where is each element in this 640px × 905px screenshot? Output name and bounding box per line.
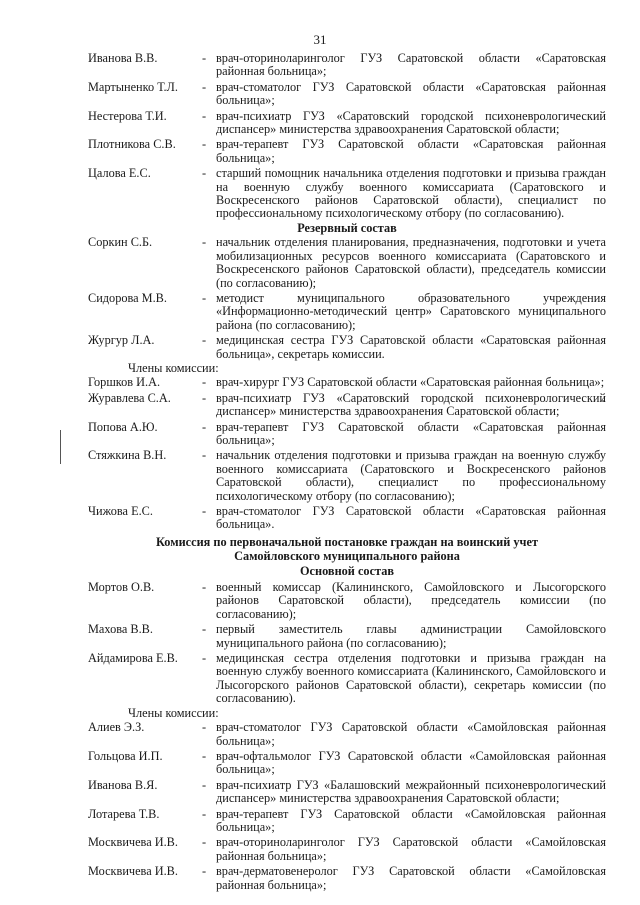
list-item [88,110,606,137]
list-item [88,505,606,532]
dash: - [202,622,207,637]
member-position: врач-терапевт ГУЗ Саратовской области «Саратовская районная больница»; [216,419,606,447]
member-name: Айдамирова Е.В. [88,651,178,666]
member-name: Иванова В.Я. [88,777,158,792]
dash: - [202,748,207,763]
member-name: Алиев Э.З. [88,720,145,735]
member-position: старший помощник начальника отделения подготовки и призыва граждан на военную службу военного комиссариата (Саратовского и Воскресенского районов Саратовской области), специалист по профессиональному психологическому отбору (по согласованию). [216,166,606,221]
members-subheading: Члены комиссии: [128,360,219,375]
dash: - [202,390,207,405]
member-position: врач-стоматолог ГУЗ Саратовской области «Саратовская районная больница». [216,504,606,532]
dash: - [202,504,207,518]
dash: - [202,806,207,821]
list-item [88,138,606,165]
member-position: врач-психиатр ГУЗ «Саратовский городской психоневрологический диспансер» министерства здравоохранения Саратовской области; [216,390,606,419]
member-position: врач-стоматолог ГУЗ Саратовской области «Самойловская районная больница»; [216,720,606,748]
member-name: Горшков И.А. [88,375,161,390]
list-item [88,865,606,892]
section-heading-reserve: Резервный состав [297,220,397,235]
member-position: врач-терапевт ГУЗ Саратовской области «Самойловская районная больница»; [216,806,606,834]
list-item [88,750,606,777]
commission-heading [88,536,606,578]
member-position: медицинская сестра отделения подготовки и призыва граждан на военную службу военного комиссариата (Калининского, Самойловского и Лысогорского районов Саратовской области), секретарь комиссии (по согласованию). [216,651,606,706]
member-name: Махова В.В. [88,622,153,637]
list-item [88,449,606,503]
list-item [88,81,606,108]
member-position: военный комиссар (Калининского, Самойловского и Лысогорского районов Саратовской области), председатель комиссии (по согласованию); [216,580,606,621]
member-position: методист муниципального образовательного учреждения «Информационно-методический центр» Саратовского муниципального района (по согласованию); [216,290,606,332]
list-item [88,421,606,448]
list-item [88,623,606,650]
dash: - [202,651,207,666]
list-item [88,376,606,389]
list-item [88,167,606,221]
list-item [88,808,606,835]
member-name: Соркин С.Б. [88,235,153,250]
member-name: Гольцова И.П. [88,748,163,763]
list-item [88,779,606,806]
dash: - [202,375,207,390]
member-position: врач-оториноларинголог ГУЗ Саратовской области «Саратовская районная больница»; [216,51,606,79]
member-position: врач-оториноларинголог ГУЗ Саратовской области «Самойловская районная больница»; [216,835,606,863]
member-position: медицинская сестра ГУЗ Саратовской области «Саратовская районная больница», секретарь комиссии. [216,333,606,361]
dash: - [202,137,207,152]
member-name: Москвичева И.В. [88,835,178,850]
list-item [88,721,606,748]
list-item [88,334,606,361]
dash: - [202,333,207,348]
dash: - [202,777,207,792]
member-name: Журавлева С.А. [88,390,171,405]
dash: - [202,419,207,434]
member-position: врач-психиатр ГУЗ «Балашовский межрайонный психоневрологический диспансер» министерства здравоохранения Саратовской области; [216,777,606,806]
member-name: Нестерова Т.И. [88,108,167,123]
member-name: Мартыненко Т.Л. [88,79,178,94]
list-item [88,236,606,290]
member-name: Цалова Е.С. [88,166,151,181]
member-name: Иванова В.В. [88,51,158,65]
members-group [88,581,606,706]
dash: - [202,290,207,305]
page-number: 31 [313,32,327,47]
member-name: Попова А.Ю. [88,419,158,434]
member-position: начальник отделения планирования, предназначения, подготовки и учета мобилизационных ресурсов военного комиссариата (Саратовского и Воскресенского районов Саратовской области), председатель комиссии (по согласованию); [216,235,606,290]
dash: - [202,580,207,595]
members-group [88,52,606,221]
dash: - [202,166,207,181]
margin-mark [60,430,63,464]
member-position: врач-хирург ГУЗ Саратовской области «Саратовская районная больница»; [216,375,605,390]
dash: - [202,835,207,850]
member-name: Плотникова С.В. [88,137,176,152]
members-subheading: Члены комиссии: [128,705,219,720]
list-item [88,836,606,863]
member-name: Стяжкина В.Н. [88,448,167,463]
commission-list [88,52,606,892]
member-position: врач-терапевт ГУЗ Саратовской области «Саратовская районная больница»; [216,137,606,165]
members-group [88,721,606,892]
dash: - [202,51,207,65]
member-position: первый заместитель главы администрации Самойловского муниципального района (по согласованию); [216,622,606,650]
member-name: Москвичева И.В. [88,864,178,879]
commission-title: Комиссия по первоначальной постановке граждан на воинский учет [155,534,538,549]
member-name: Мортов О.В. [88,580,155,595]
member-name: Сидорова М.В. [88,290,167,305]
commission-district: Самойловского муниципального района [234,549,460,564]
list-item [88,392,606,419]
dash: - [202,235,207,250]
members-group [88,236,606,361]
dash: - [202,864,207,879]
list-item [88,52,606,79]
dash: - [202,720,207,735]
member-name: Жургур Л.А. [88,333,155,348]
member-position: врач-стоматолог ГУЗ Саратовской области «Саратовская районная больница»; [216,79,606,108]
members-group [88,376,606,531]
member-position: врач-дерматовенеролог ГУЗ Саратовской области «Самойловская районная больница»; [216,864,606,892]
list-item [88,581,606,621]
member-position: врач-офтальмолог ГУЗ Саратовской области «Самойловская районная больница»; [216,748,606,777]
member-name: Чижова Е.С. [88,504,153,518]
list-item [88,292,606,332]
member-position: начальник отделения подготовки и призыва граждан на военную службу военного комиссариата (Саратовского и Воскресенского районов Саратовской области), специалист по профессиональному психологическому отбору (по согласованию); [216,448,606,503]
member-name: Лотарева Т.В. [88,806,160,821]
list-item [88,652,606,706]
dash: - [202,108,207,123]
dash: - [202,79,207,94]
section-heading-main: Основной состав [299,563,395,578]
member-position: врач-психиатр ГУЗ «Саратовский городской психоневрологический диспансер» министерства здравоохранения Саратовской области; [216,108,606,137]
dash: - [202,448,207,463]
